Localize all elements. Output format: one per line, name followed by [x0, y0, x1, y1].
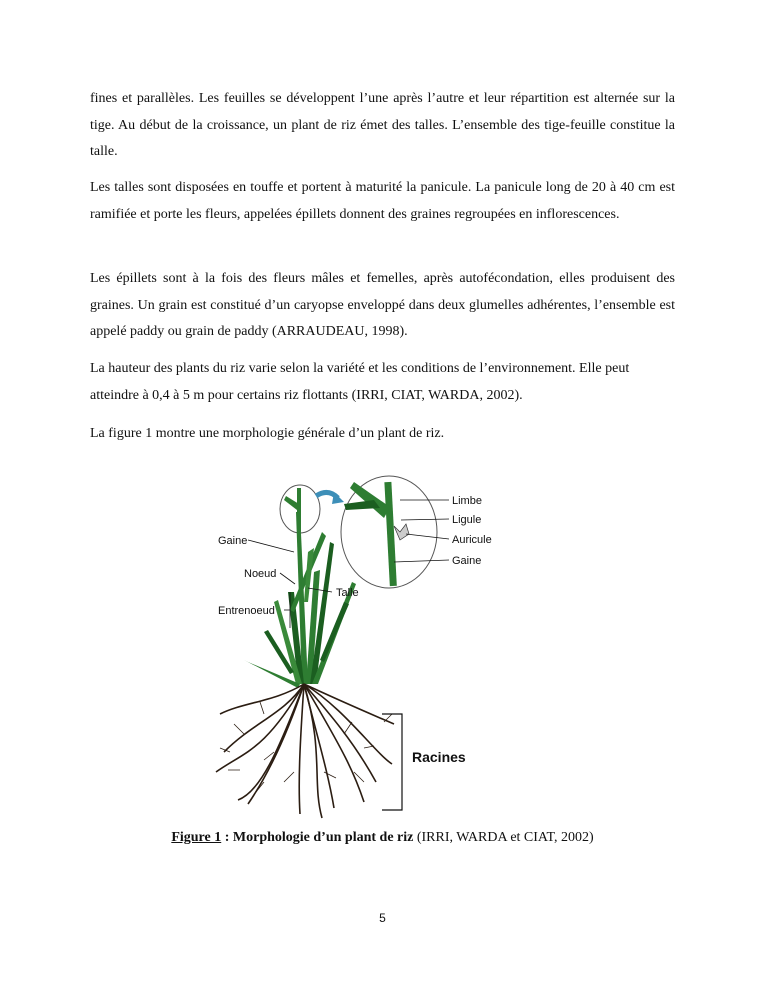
rice-plant-roots — [216, 684, 394, 818]
label-racines: Racines — [412, 749, 466, 765]
root-hairs — [220, 702, 392, 792]
rice-plant-figure — [204, 452, 560, 820]
paragraph-spikelets: Les épillets sont à la fois des fleurs mâles et femelles, après autofécondation, elles produisent des graines. Un grain est constitué d’un caryopse enveloppé dans deux glumelles adhérentes, l’ensemble est appelé paddy ou grain de paddy (ARRAUDEAU, 1998). — [90, 271, 675, 339]
label-noeud: Noeud — [244, 568, 277, 580]
label-auricule: Auricule — [452, 534, 492, 546]
label-gaine: Gaine — [218, 535, 248, 547]
caption-title: Morphologie d’un plant de riz — [232, 830, 414, 845]
paragraph-leaves: fines et parallèles. Les feuilles se développent l’une après l’autre et leur répartition est alternée sur la tige. Au début de la croissance, un plant de riz émet des talles. L’ensemble des tige-feuille constitue la talle. — [90, 91, 675, 159]
rice-plant-illustration — [204, 452, 560, 820]
page-number: 5 — [379, 911, 386, 925]
zoom-arrow-head-icon — [332, 492, 344, 504]
paragraph-height: La hauteur des plants du riz varie selon la variété et les conditions de l’environnement. Elle peut atteindre à 0,4 à 5 m pour certains riz flottants (IRRI, CIAT, WARDA, 2002). — [90, 361, 630, 403]
paragraph-figure-intro: La figure 1 montre une morphologie générale d’un plant de riz. — [90, 426, 445, 441]
caption-figure-number: Figure 1 — [171, 830, 222, 845]
label-entrenoeud: Entrenoeud — [218, 605, 275, 617]
label-ligule: Ligule — [452, 514, 482, 526]
paragraph-tillers: Les talles sont disposées en touffe et portent à maturité la panicule. La panicule long de 20 à 40 cm est ramifiée et porte les fleurs, appelées épillets donnent des graines regroupées en inflorescences. — [90, 180, 675, 222]
figure-caption — [0, 830, 765, 846]
caption-source: (IRRI, WARDA et CIAT, 2002) — [413, 830, 594, 845]
label-limbe: Limbe — [452, 495, 482, 507]
racines-bracket — [382, 714, 402, 810]
label-gaine-zoom: Gaine — [452, 555, 482, 567]
rice-plant-stems — [244, 512, 356, 688]
caption-separator: : — [221, 830, 233, 845]
label-talle: Talle — [336, 587, 359, 599]
